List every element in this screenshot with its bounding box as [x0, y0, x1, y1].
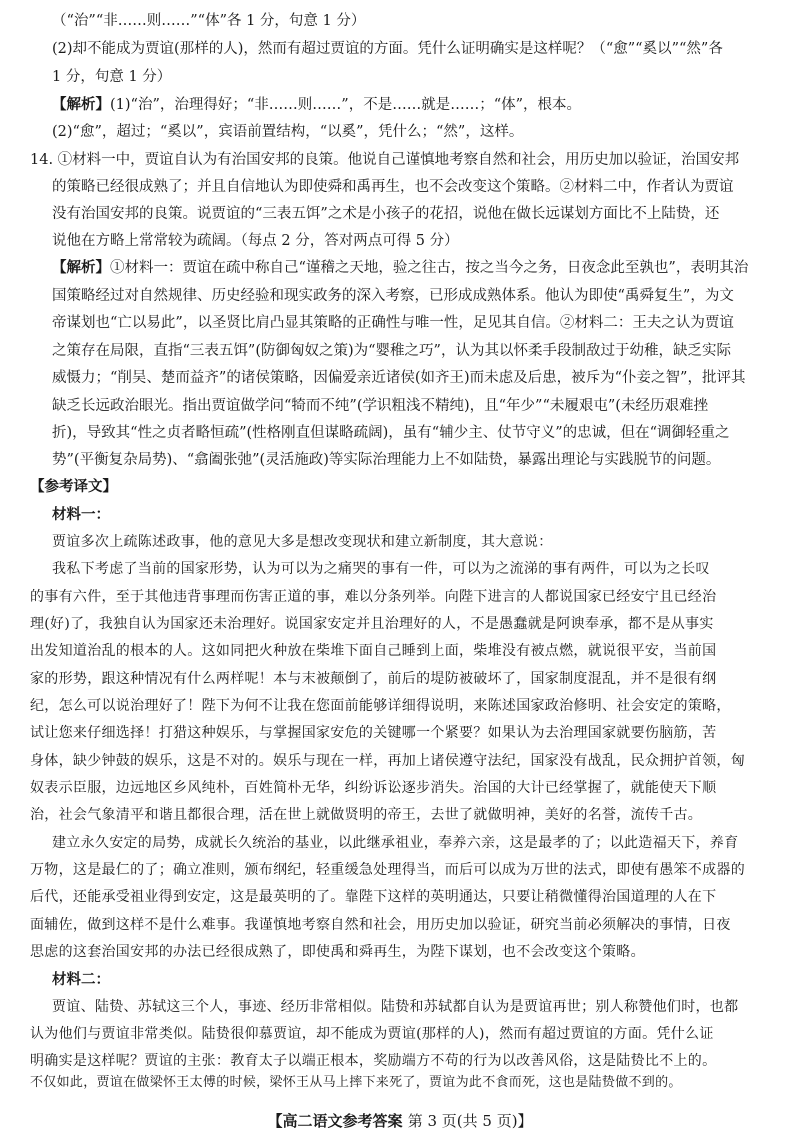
- answer-line: （“治”“非……则……”“体”各 1 分，句意 1 分）: [52, 13, 366, 29]
- translation-line: 奴表示臣服，边远地区乡风纯朴，百姓简朴无华，纠纷诉讼逐步消失。治国的大计已经掌握了，就能使天下顺: [30, 780, 717, 796]
- translation-line: 贾谊、陆贽、苏轼这三个人，事迹、经历非常相似。陆贽和苏轼都自认为是贾谊再世；别人称赞他们时，也都: [52, 999, 739, 1015]
- analysis-label: 【解析】: [52, 97, 110, 113]
- answer-line: 1 分，句意 1 分）: [52, 69, 172, 85]
- answer-line: (2)却不能成为贾谊(那样的人)，然而有超过贾谊的方面。凭什么证明确实是这样呢？（“愈”“奚以”“然”各: [52, 41, 723, 57]
- translation-line: 贾谊多次上疏陈述政事，他的意见大多是想改变现状和建立新制度，其大意说：: [52, 534, 553, 550]
- translation-line: 万物，这是最仁的了；确立准则，颁布纲纪，轻重缓急处理得当，而后可以成为万世的法式，即使有愚笨不成器的: [30, 862, 745, 878]
- footer-title: 【高二语文参考答案: [267, 1112, 403, 1130]
- analysis-line: [52, 95, 800, 115]
- translation-line: 面辅佐，做到这样不是什么难事。我谨慎地考察自然和社会，用历史加以验证，研究当前必须解决的事情，日夜: [30, 917, 731, 933]
- translation-line: 我私下考虑了当前的国家形势，认为可以为之痛哭的事有一件，可以为之流涕的事有两件，可以为之长叹: [52, 561, 710, 577]
- answer-line: 的策略已经很成熟了；并且自信地认为即使舜和禹再生，也不会改变这个策略。②材料二中，作者认为贾谊: [52, 179, 734, 195]
- analysis-line: 势”(平衡复杂局势)、“翕阖张弛”(灵活施政)等实际治理能力上不如陆贽，暴露出理论与实践脱节的问题。: [52, 452, 721, 468]
- translation-line: 的事有六件，至于其他违背事理而伤害正道的事，难以分条列举。向陛下进言的人都说国家已经安宁且已经治: [30, 589, 717, 605]
- translation-line: [30, 614, 800, 634]
- analysis-line: 缺乏长远政治眼光。指出贾谊做学问“犄而不纯”(学识粗浅不精纯)，且“年少”“未履艰屯”(未经历艰难挫: [52, 398, 708, 414]
- translation-line: 后代，还能承受祖业得到安定，这是最英明的了。靠陛下这样的英明通达，只要让稍微懂得治国道理的人在下: [30, 889, 717, 905]
- analysis-text: ①材料一：贾谊在疏中称自己“谨稽之天地，验之往古，按之当今之务，日夜念此至孰也”，表明其治: [110, 260, 749, 276]
- analysis-line: 帝谋划也“亡以易此”，以圣贤比肩凸显其策略的正确性与唯一性，足见其自信。②材料二：王夫之认为贾谊: [52, 315, 734, 331]
- translation-line: 建立永久安定的局势，成就长久统治的基业，以此继承祖业，奉养六亲，这是最孝的了；以此造福天下，养育: [52, 835, 739, 851]
- analysis-line: [52, 258, 800, 278]
- translation-line: 不仅如此，贾谊在做梁怀王太傅的时候，梁怀王从马上摔下来死了，贾谊为此不食而死，这也是陆贽做不到的。: [30, 1075, 682, 1090]
- analysis-line: 折)，导致其“性之贞者略恒疏”(性格刚直但谋略疏阔)，虽有“辅少主、仗节守义”的忠诚，但在“调御轻重之: [52, 425, 730, 441]
- analysis-text: (1)“治”，治理得好；“非……则……”，不是……就是……；“体”，根本。: [110, 97, 582, 113]
- section-heading: 【参考译文】: [30, 479, 117, 495]
- analysis-line: 威慑力；“削吴、楚而益齐”的诸侯策略，因偏爱亲近诸侯(如齐王)而未虑及后患，被斥为“仆妾之智”，批评其: [52, 370, 746, 386]
- answer-line: 没有治国安邦的良策。说贾谊的“三表五饵”之术是小孩子的花招，说他在做长远谋划方面比不上陆贽，还: [52, 206, 720, 222]
- translation-text: 理(好)了，我独自认为国家还未治理好。说国家安定并且治理好的人，不是愚蠢就是阿谀奉承，都不是从事实: [30, 616, 714, 632]
- translation-line: 纪，怎么可以说治理好了！陛下为何不让我在您面前能够详细得说明，来陈述国家政治修明、社会安定的策略，: [30, 698, 731, 714]
- sub-heading: 材料二：: [52, 972, 110, 988]
- analysis-line: (2)“愈”，超过；“奚以”，宾语前置结构，“以奚”，凭什么；“然”，这样。: [52, 124, 524, 140]
- answer-line: 说他在方略上常常较为疏阔。（每点 2 分，答对两点可得 5 分）: [52, 233, 459, 249]
- page-footer: [0, 1110, 800, 1131]
- analysis-label: 【解析】: [52, 260, 110, 276]
- translation-line: 明确实是这样呢？贾谊的主张：教育太子以端正根本，奖励端方不苟的行为以改善风俗，这是陆贽比不上的。: [30, 1053, 717, 1069]
- sub-heading: 材料一：: [52, 507, 110, 523]
- translation-line: 治，社会气象清平和谐且都很合理，活在世上就做贤明的帝王，去世了就做明神，美好的名誉，流传千古。: [30, 807, 703, 823]
- translation-line: 认为他们与贾谊非常类似。陆贽很仰慕贾谊，却不能成为贾谊(那样的人)，然而有超过贾谊的方面。凭什么证: [30, 1026, 714, 1042]
- question-14-line: 14. ①材料一中，贾谊自认为有治国安邦的良策。他说自己谨慎地考察自然和社会，用历史加以验证，治国安邦: [30, 152, 740, 168]
- analysis-line: 之策存在局限，直指“三表五饵”(防御匈奴之策)为“婴稚之巧”，认为其以怀柔手段制敌过于幼稚，缺乏实际: [52, 343, 731, 359]
- translation-line: 试让您来仔细选择！打猎这种娱乐，与掌握国家安危的关键哪一个紧要？如果认为去治理国家就要伤脑筋，苦: [30, 725, 717, 741]
- translation-line: 思虑的这套治国安邦的办法已经很成熟了，即使禹和舜再生，为陛下谋划，也不会改变这个策略。: [30, 944, 645, 960]
- translation-line: 身体，缺少钟鼓的娱乐，这是不对的。娱乐与现在一样，再加上诸侯遵守法纪，国家没有战乱，民众拥护首领，匈: [30, 753, 745, 769]
- page-number: 第 3 页(共 5 页)】: [407, 1112, 533, 1130]
- analysis-line: 国策略经过对自然规律、历史经验和现实政务的深入考察，已形成成熟体系。他认为即使“禹舜复生”，为文: [52, 288, 734, 304]
- translation-line: 家的形势，跟这种情况有什么两样呢！本与末被颠倒了，前后的堤防被破坏了，国家制度混乱，并不是很有纲: [30, 671, 717, 687]
- translation-line: 出发知道治乱的根本的人。这如同把火种放在柴堆下面自己睡到上面，柴堆没有被点燃，就说很平安，当前国: [30, 643, 717, 659]
